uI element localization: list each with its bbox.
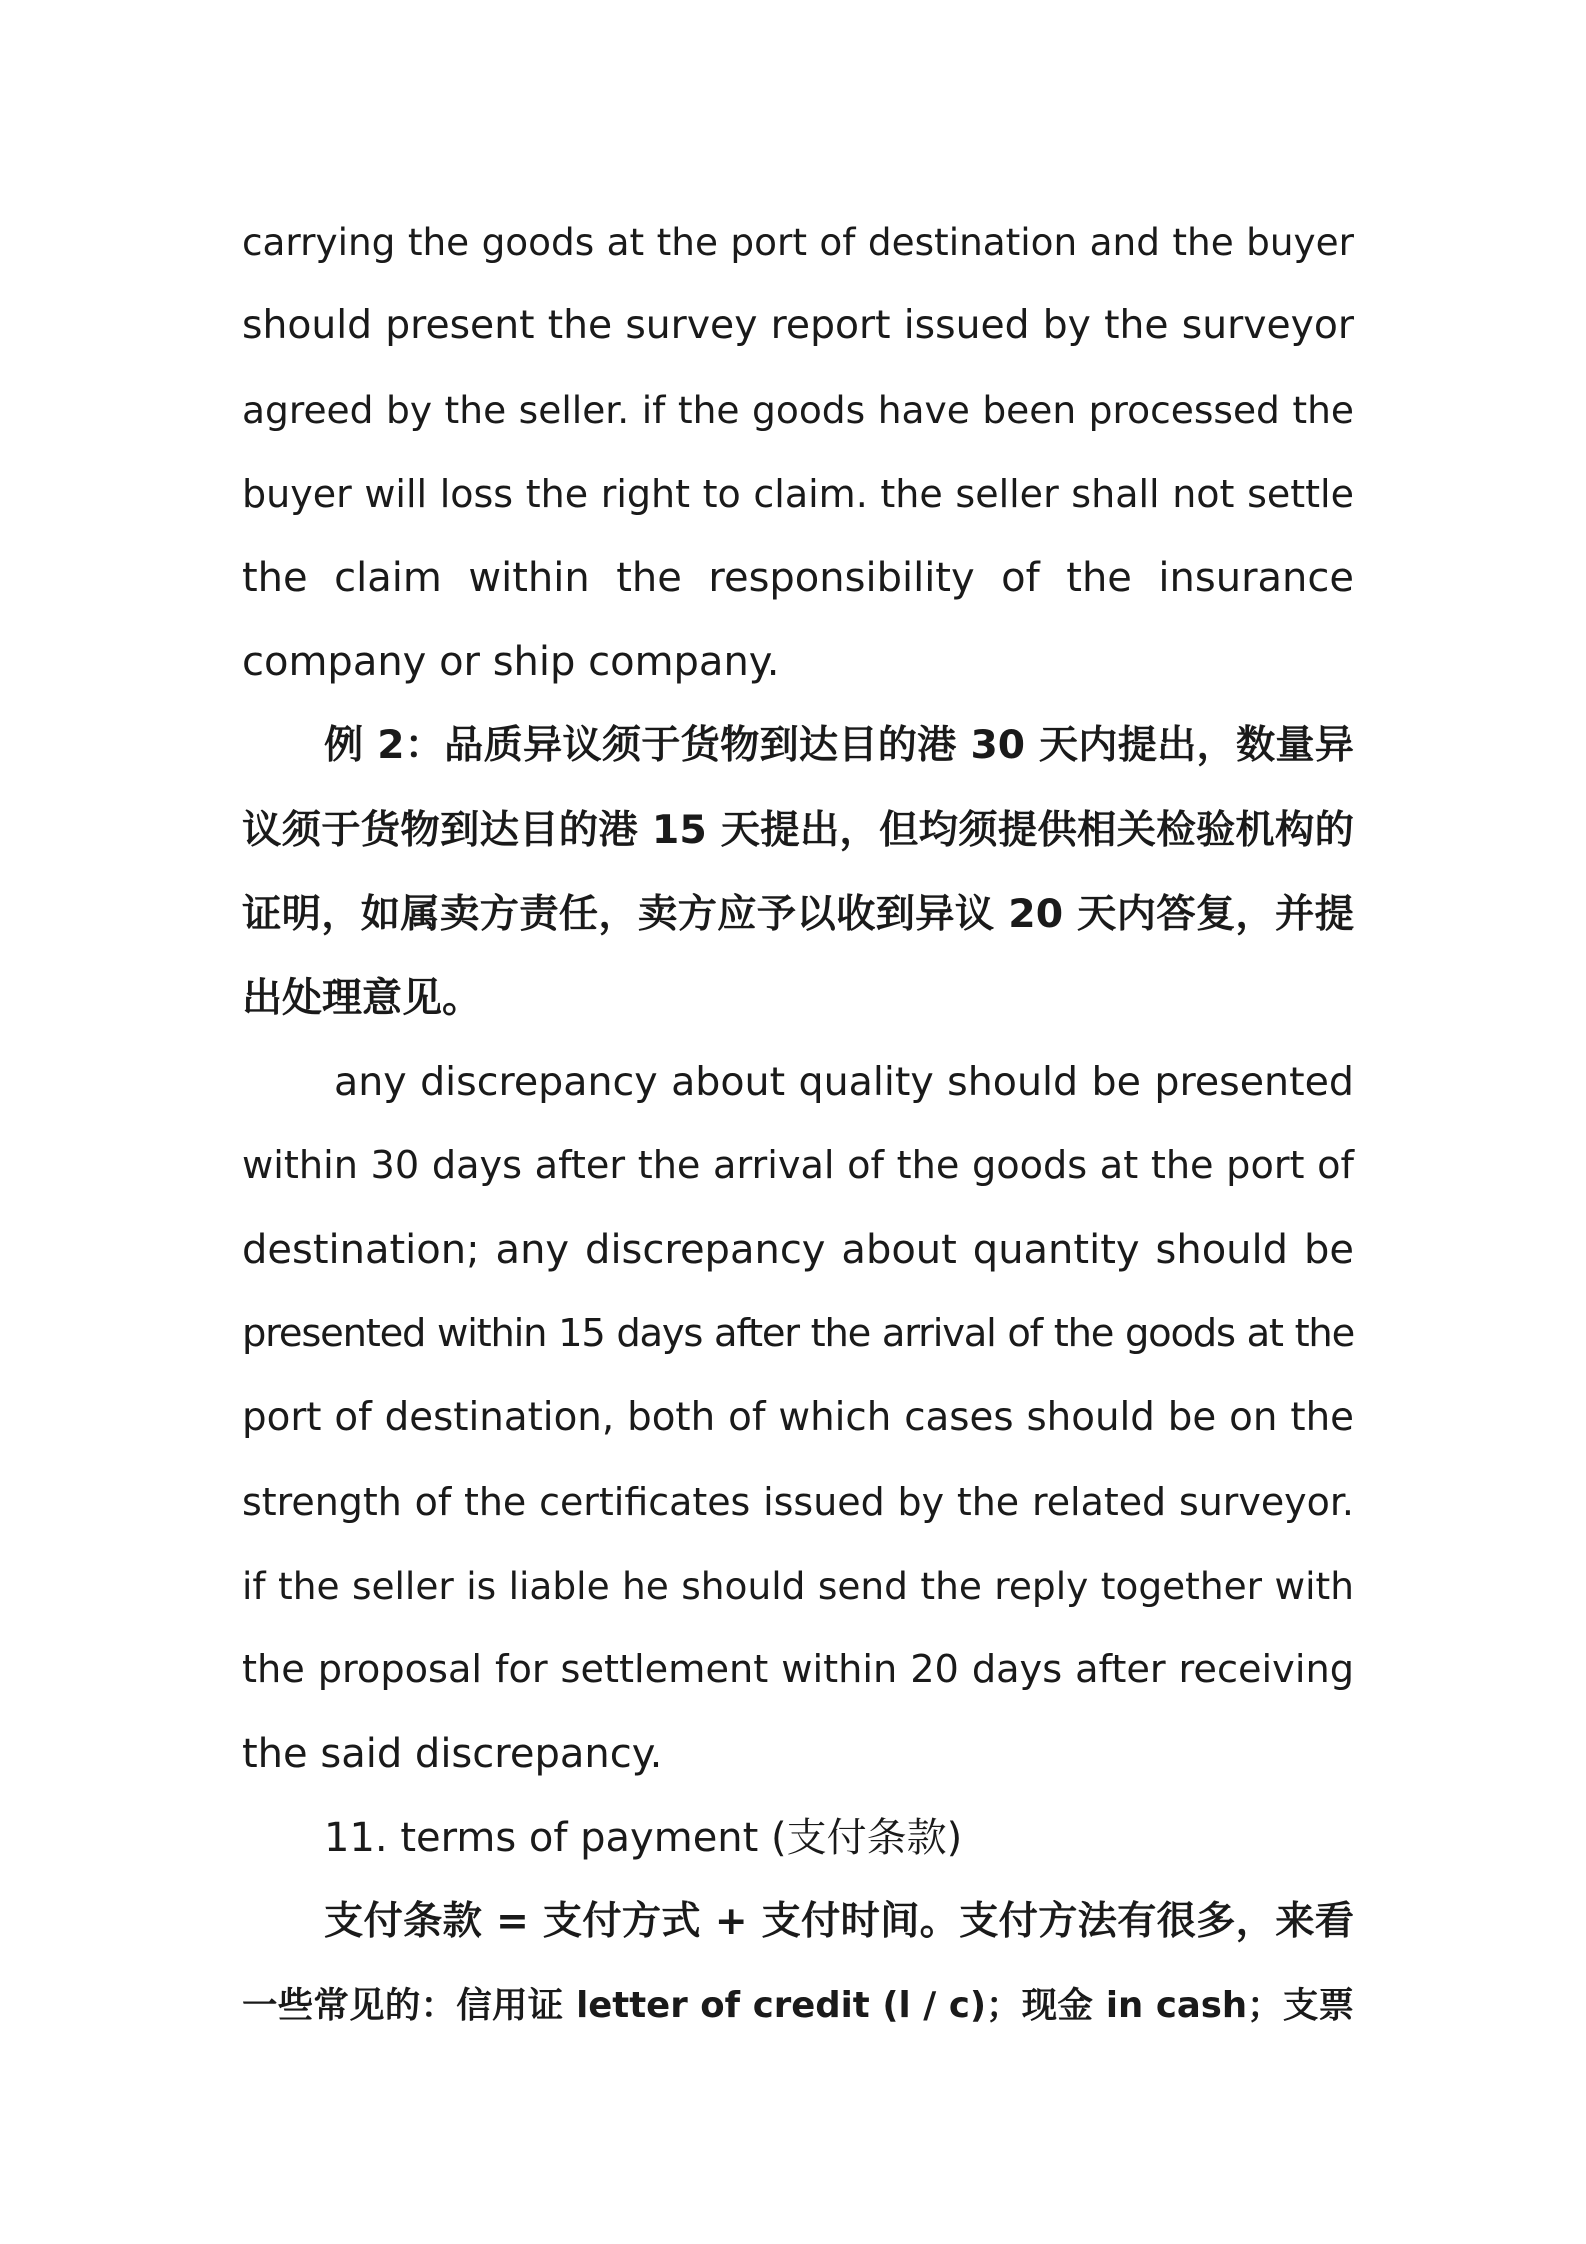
- text-line: company or ship company.: [242, 639, 780, 685]
- example-2-english-line: strength of the certificates issued by the related surveyor.: [242, 1480, 1354, 1524]
- payment-terms-line: 支付条款 = 支付方式 + 支付时间。支付方法有很多，来看: [324, 1899, 1354, 1944]
- example-2-chinese-line: 证明，如属卖方责任，卖方应予以收到异议 20 天内答复，并提: [242, 891, 1354, 937]
- example-2-english-line: the said discrepancy.: [242, 1731, 663, 1777]
- payment-terms-line: 一些常见的：信用证 letter of credit (l / c)；现金 in cash；支票: [242, 1985, 1354, 2026]
- text-line: the claim within the responsibility of the insurance: [242, 555, 1354, 601]
- example-2-english-line: the proposal for settlement within 20 days after receiving: [242, 1647, 1354, 1692]
- example-2-english-line: presented within 15 days after the arrival of the goods at the: [242, 1311, 1354, 1356]
- example-2-chinese-line: 出处理意见。: [242, 975, 482, 1021]
- document-body: [242, 200, 1354, 2048]
- text-line: buyer will loss the right to claim. the seller shall not settle: [242, 472, 1354, 516]
- example-2-english-line: within 30 days after the arrival of the goods at the port of: [242, 1144, 1354, 1188]
- text-line: should present the survey report issued by the surveyor: [242, 303, 1354, 348]
- example-2-chinese-line: 议须于货物到达目的港 15 天提出，但均须提供相关检验机构的: [242, 807, 1354, 853]
- example-2-english-line: if the seller is liable he should send the reply together with: [242, 1564, 1354, 1608]
- text-line: agreed by the seller. if the goods have been processed the: [242, 388, 1354, 432]
- section-heading-terms-of-payment: 11. terms of payment (支付条款): [324, 1815, 963, 1861]
- text-line: carrying the goods at the port of destination and the buyer: [242, 220, 1354, 264]
- example-2-english-line: destination; any discrepancy about quantity should be: [242, 1227, 1354, 1273]
- example-2-english-line: any discrepancy about quality should be presented: [334, 1059, 1354, 1105]
- example-2-chinese-line: 例 2：品质异议须于货物到达目的港 30 天内提出，数量异: [324, 723, 1354, 768]
- example-2-english-line: port of destination, both of which cases should be on the: [242, 1395, 1354, 1440]
